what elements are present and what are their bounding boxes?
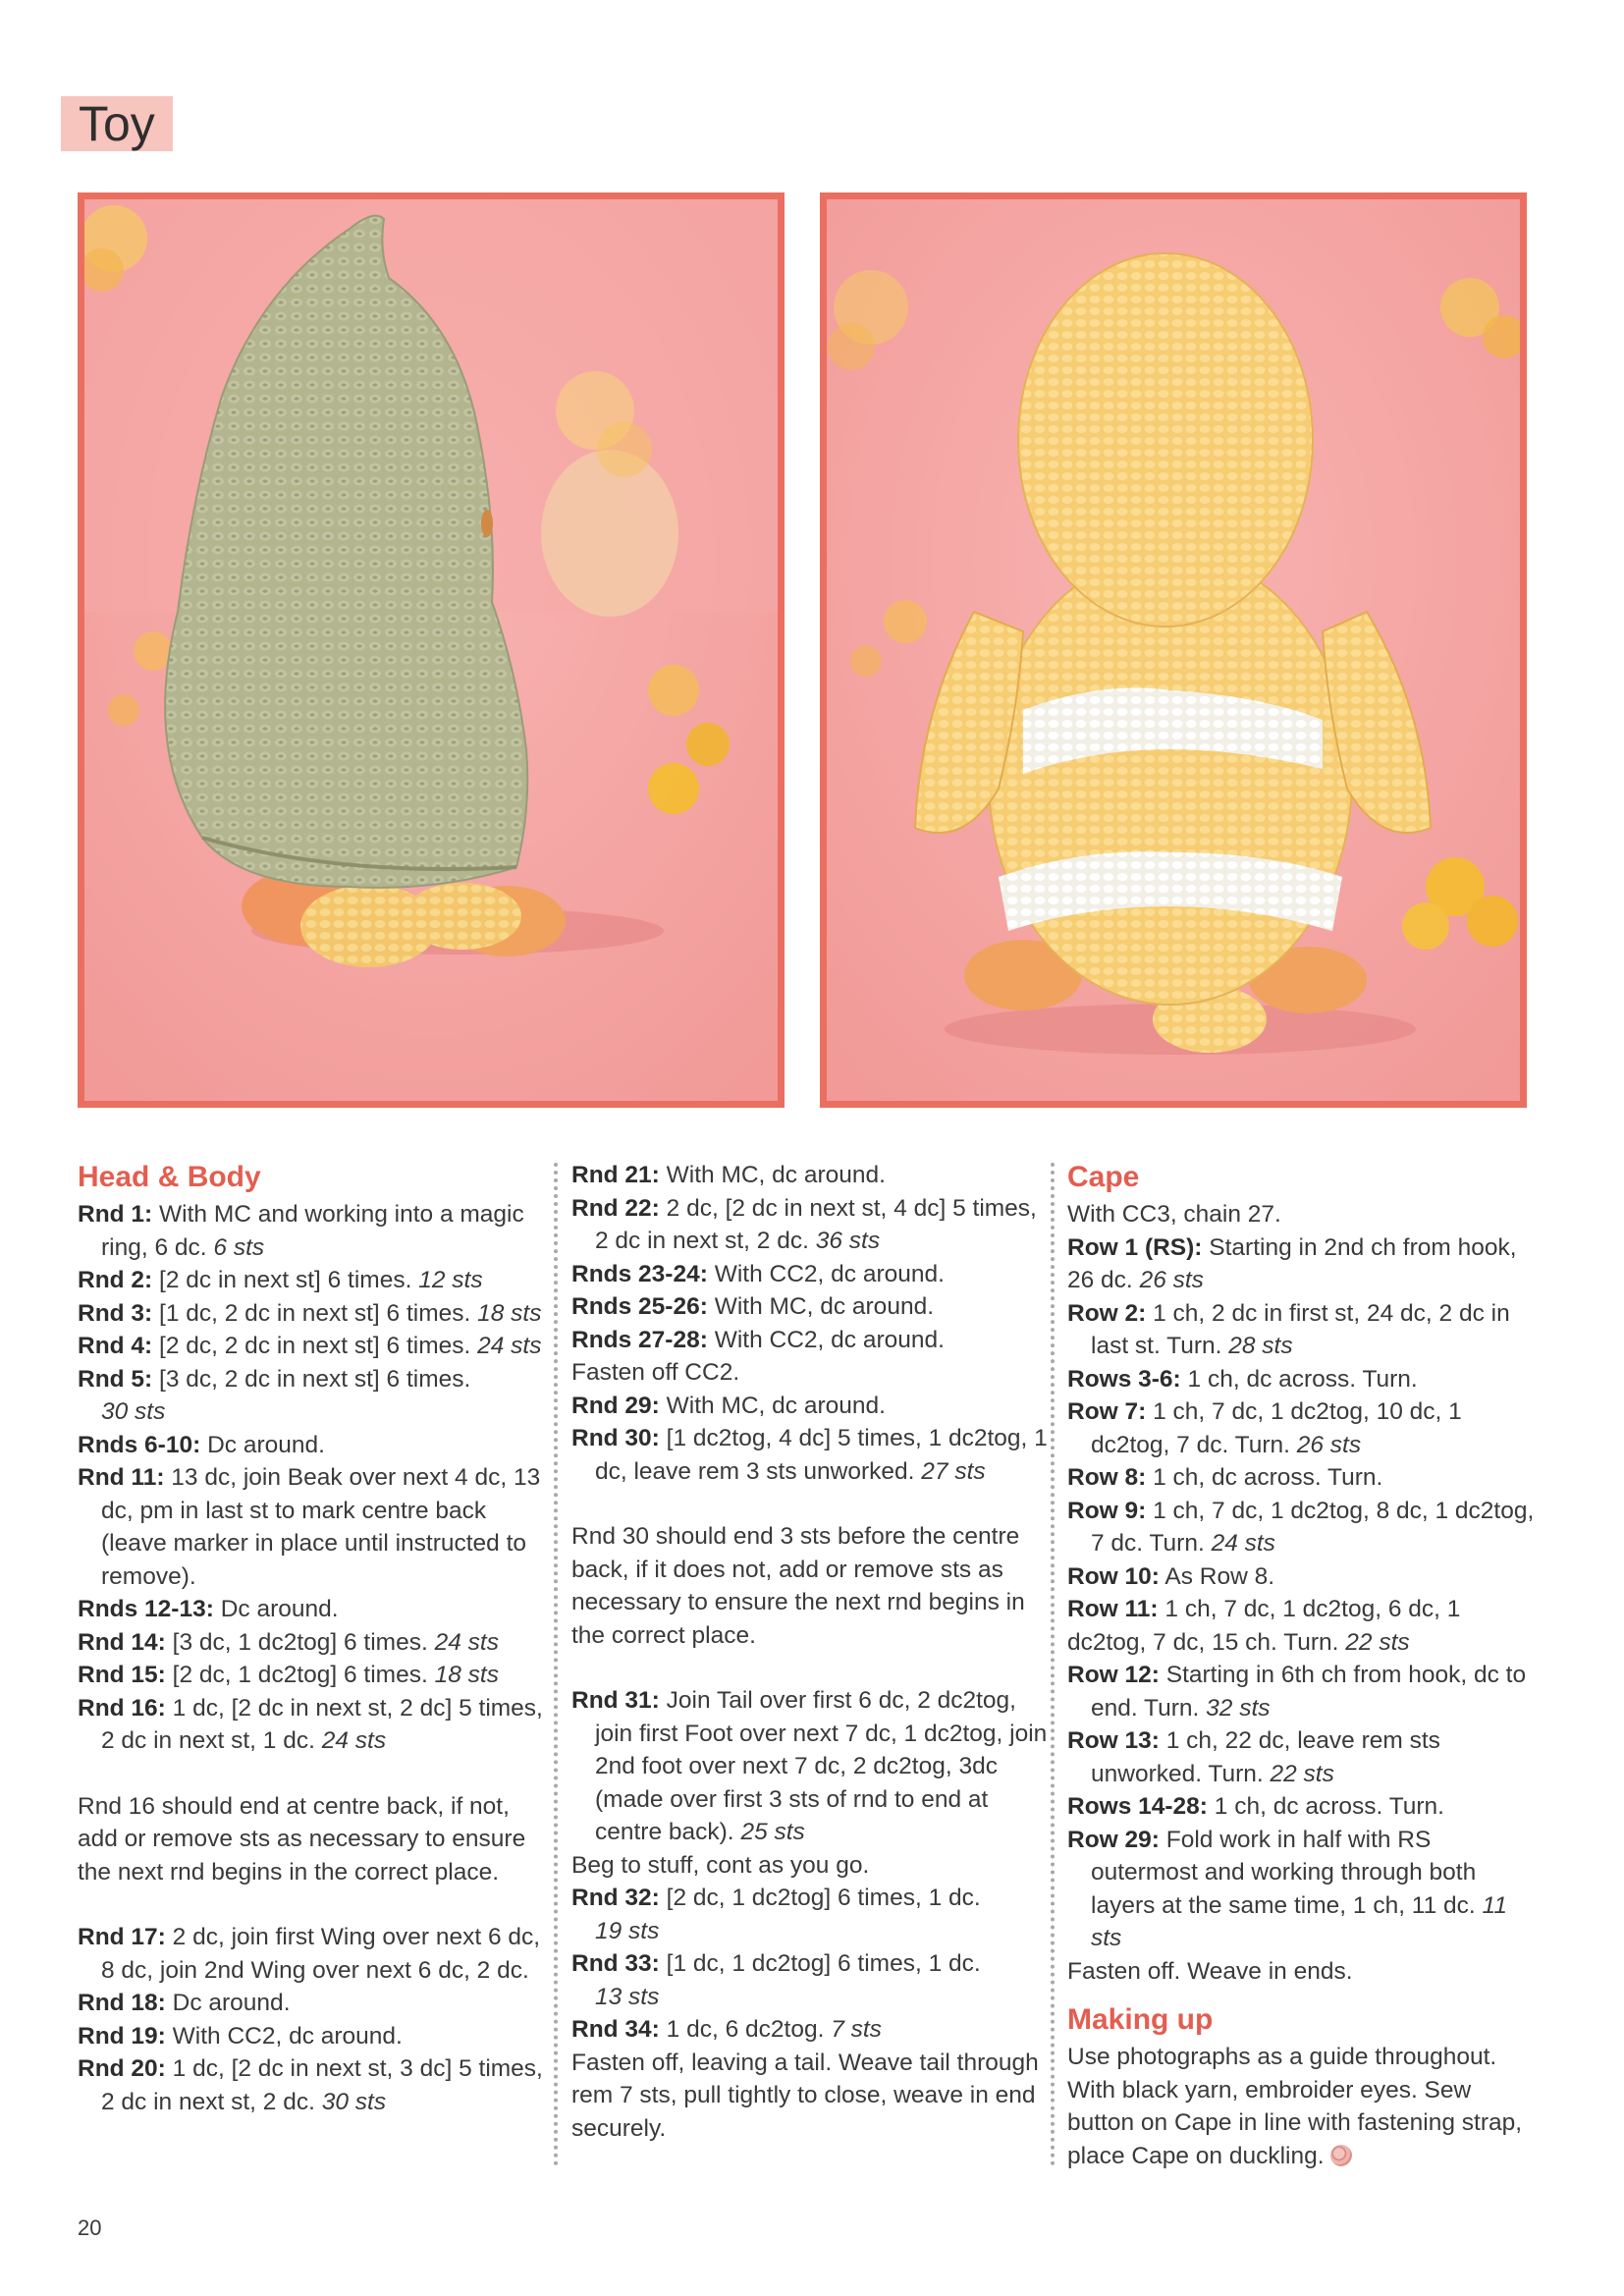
pattern-row: Rnd 19: With CC2, dc around.: [78, 2022, 403, 2050]
yarn-ball-icon: [1330, 2145, 1352, 2166]
pattern-row: Rnds 25-26: With MC, dc around.: [571, 1293, 934, 1320]
column-divider: [554, 1163, 558, 2166]
photo-duckling-cape: [78, 192, 785, 1108]
pattern-row: Rnd 3: [1 dc, 2 dc in next st] 6 times. 18 sts: [78, 1299, 542, 1327]
pattern-row: Rnd 5: [3 dc, 2 dc in next st] 6 times. 30 sts: [78, 1365, 471, 1425]
pattern-row: Rnds 23-24: With CC2, dc around.: [571, 1260, 945, 1287]
pattern-row: Row 12: Starting in 6th ch from hook, dc to end. Turn. 32 sts: [1067, 1662, 1527, 1722]
photo-duckling-plain: [820, 192, 1527, 1108]
pattern-instruction: Fasten off CC2.: [571, 1359, 740, 1386]
pattern-row: Rnd 22: 2 dc, [2 dc in next st, 4 dc] 5 times, 2 dc in next st, 2 dc. 36 sts: [571, 1194, 1037, 1254]
pattern-row: Rnd 17: 2 dc, join first Wing over next 6 dc, 8 dc, join 2nd Wing over next 6 dc, 2 dc.: [78, 1924, 541, 1984]
pattern-instruction: Beg to stuff, cont as you go.: [571, 1851, 870, 1879]
column-body-continued: [571, 1159, 1048, 2145]
pattern-row: Rnd 2: [2 dc in next st] 6 times. 12 sts: [78, 1267, 483, 1293]
pattern-row: Row 1 (RS): Starting in 2nd ch from hook, 26 dc. 26 sts: [1067, 1233, 1517, 1293]
page-number: 20: [78, 2215, 102, 2240]
pattern-row: Rnd 18: Dc around.: [78, 1990, 291, 2016]
section-tag: Toy: [61, 96, 173, 151]
pattern-instruction: Fasten off. Weave in ends.: [1067, 1957, 1353, 1985]
pattern-row: Rnd 30: [1 dc2tog, 4 dc] 5 times, 1 dc2tog, 1 dc, leave rem 3 sts unworked. 27 sts: [571, 1425, 1048, 1485]
pattern-row: Row 10: As Row 8.: [1067, 1562, 1275, 1590]
pattern-row: Rnd 14: [3 dc, 1 dc2tog] 6 times. 24 sts: [78, 1628, 499, 1656]
duckling-cape-illustration: [84, 199, 778, 1101]
pattern-row: Rnds 27-28: With CC2, dc around.: [571, 1326, 945, 1353]
pattern-row: Row 29: Fold work in half with RS outermost and working through both layers at the same time, 1 ch, 11 dc. 11 sts: [1067, 1826, 1507, 1951]
pattern-row: Rnd 34: 1 dc, 6 dc2tog. 7 sts: [571, 2016, 882, 2043]
pattern-row: Rnd 33: [1 dc, 1 dc2tog] 6 times, 1 dc. 13 sts: [571, 1950, 981, 2010]
pattern-row: Row 13: 1 ch, 22 dc, leave rem sts unworked. Turn. 22 sts: [1067, 1727, 1440, 1787]
duckling-plain-illustration: [827, 199, 1520, 1101]
pattern-row: Rows 14-28: 1 ch, dc across. Turn.: [1067, 1793, 1444, 1820]
pattern-row: Rnds 12-13: Dc around.: [78, 1596, 339, 1622]
pattern-row: Row 8: 1 ch, dc across. Turn.: [1067, 1464, 1383, 1491]
pattern-note: Rnd 30 should end 3 sts before the centre back, if it does not, add or remove sts as necessary to ensure the next rnd begins in the correct place.: [571, 1523, 1025, 1649]
pattern-row: Row 9: 1 ch, 7 dc, 1 dc2tog, 8 dc, 1 dc2tog, 7 dc. Turn. 24 sts: [1067, 1497, 1535, 1557]
pattern-row: Row 7: 1 ch, 7 dc, 1 dc2tog, 10 dc, 1 dc2tog, 7 dc. Turn. 26 sts: [1067, 1398, 1462, 1458]
pattern-row: Rnd 20: 1 dc, [2 dc in next st, 3 dc] 5 times, 2 dc in next st, 2 dc. 30 sts: [78, 2055, 543, 2115]
pattern-row: Rnd 4: [2 dc, 2 dc in next st] 6 times. 24 sts: [78, 1333, 542, 1359]
pattern-row: Rnd 29: With MC, dc around.: [571, 1392, 886, 1419]
heading-making-up: Making up: [1067, 2003, 1214, 2036]
pattern-note: Rnd 16 should end at centre back, if not, add or remove sts as necessary to ensure the next rnd begins in the correct place.: [78, 1792, 526, 1886]
pattern-row: Rnd 11: 13 dc, join Beak over next 4 dc, 13 dc, pm in last st to mark centre back (leave marker in place until instructed to remove).: [78, 1464, 541, 1590]
pattern-instruction: With CC3, chain 27.: [1067, 1201, 1281, 1228]
pattern-row: Rnd 15: [2 dc, 1 dc2tog] 6 times. 18 sts: [78, 1662, 499, 1688]
pattern-row: Rows 3-6: 1 ch, dc across. Turn.: [1067, 1365, 1418, 1393]
heading-cape: Cape: [1067, 1161, 1140, 1193]
heading-head-body: Head & Body: [78, 1161, 261, 1193]
making-up-text: Use photographs as a guide throughout. With black yarn, embroider eyes. Sew button on Cape in line with fastening strap, place Cape on duckling.: [1067, 2044, 1523, 2169]
pattern-row: Rnd 16: 1 dc, [2 dc in next st, 2 dc] 5 times, 2 dc in next st, 1 dc. 24 sts: [78, 1694, 543, 1754]
column-cape: [1067, 1159, 1543, 2172]
pattern-row: Rnd 1: With MC and working into a magic ring, 6 dc. 6 sts: [78, 1201, 524, 1261]
pattern-row: Rnds 6-10: Dc around.: [78, 1431, 325, 1458]
column-head-body: [78, 1159, 554, 2118]
pattern-row: Row 2: 1 ch, 2 dc in first st, 24 dc, 2 dc in last st. Turn. 28 sts: [1067, 1299, 1510, 1359]
pattern-row: Rnd 31: Join Tail over first 6 dc, 2 dc2tog, join first Foot over next 7 dc, 1 dc2tog, join 2nd foot over next 7 dc, 2 dc2tog, 3dc (made over first 3 sts of rnd to end at centre back). 25 sts: [571, 1687, 1048, 1845]
pattern-row: Rnd 32: [2 dc, 1 dc2tog] 6 times, 1 dc. 19 sts: [571, 1885, 981, 1944]
pattern-instruction: Fasten off, leaving a tail. Weave tail through rem 7 sts, pull tightly to close, weave in end securely.: [571, 2049, 1039, 2142]
column-divider: [1051, 1163, 1055, 2166]
pattern-row: Rnd 21: With MC, dc around.: [571, 1162, 886, 1188]
pattern-row: Row 11: 1 ch, 7 dc, 1 dc2tog, 6 dc, 1 dc2tog, 7 dc, 15 ch. Turn. 22 sts: [1067, 1596, 1461, 1656]
